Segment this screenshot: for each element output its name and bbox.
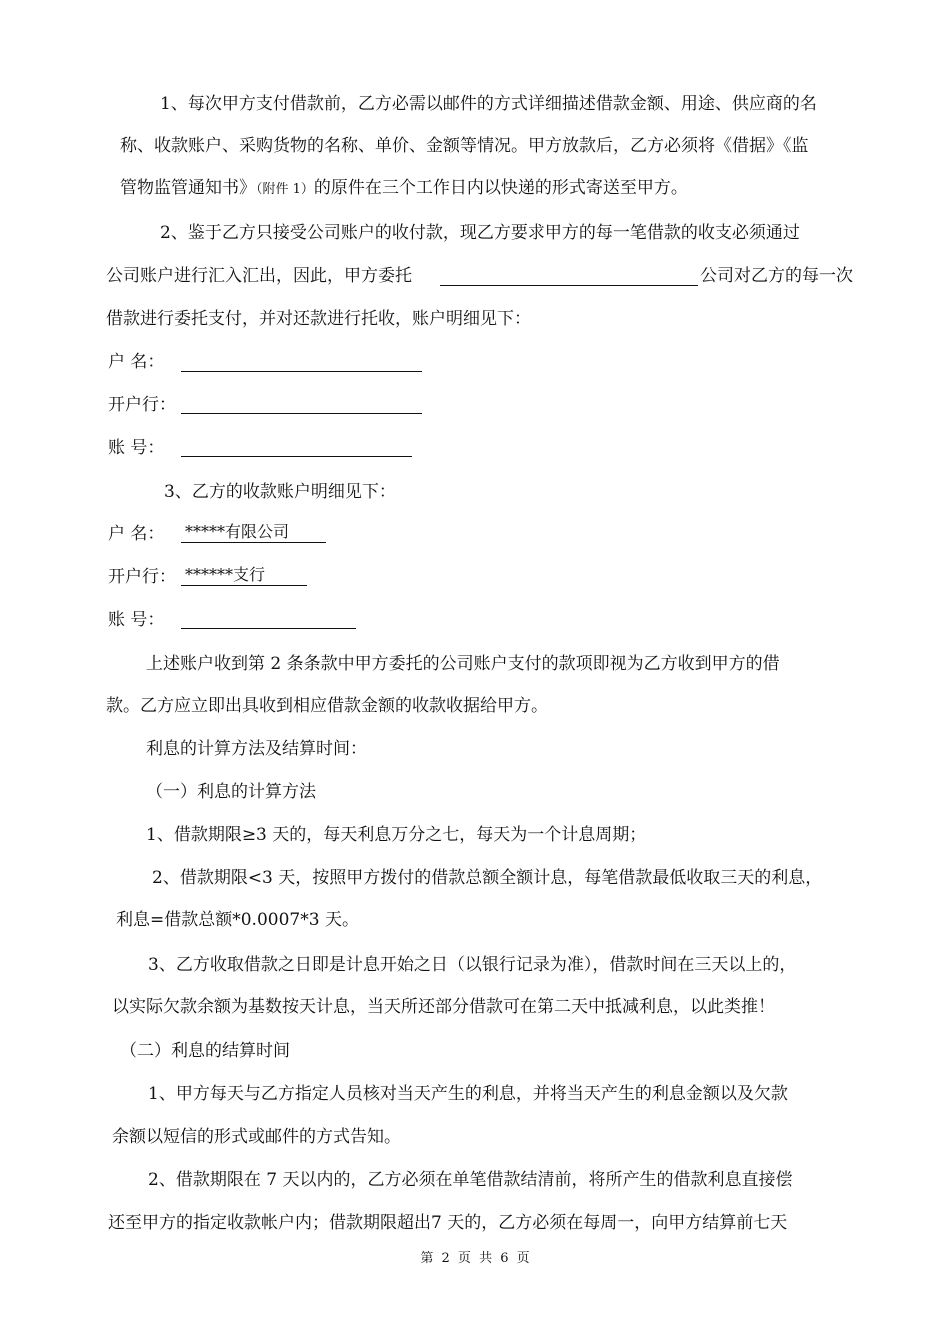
- interest-method-2-line2: 利息=借款总额*0.0007*3 天。: [116, 910, 359, 930]
- account2-bank-value: ******支行: [181, 565, 307, 586]
- account2-bank-label: 开户行：: [108, 567, 176, 587]
- interest-settle-2-line1: 2、借款期限在 7 天以内的，乙方必须在单笔借款结清前，将所产生的借款利息直接偿: [148, 1170, 793, 1190]
- entrusted-company-blank: [440, 285, 698, 286]
- clause1-line1: 1、每次甲方支付借款前，乙方必需以邮件的方式详细描述借款金额、用途、供应商的名: [160, 94, 817, 114]
- clause2-line2-end: 公司对乙方的每一次: [700, 266, 853, 286]
- clause2-line1: 2、鉴于乙方只接受公司账户的收付款，现乙方要求甲方的每一笔借款的收支必须通过: [160, 223, 800, 243]
- footer-total-number: 6: [500, 1251, 509, 1266]
- account2-name-label: 户 名：: [108, 524, 165, 544]
- footer-page-word: 第: [420, 1251, 434, 1266]
- interest-method-2-line1: 2、借款期限<3 天，按照甲方拨付的借款总额全额计息，每笔借款最低收取三天的利息，: [152, 868, 823, 888]
- clause1-line2: 称、收款账户、采购货物的名称、单价、金额等情况。甲方放款后，乙方必须将《借据》《监: [120, 136, 809, 156]
- account1-name-label: 户 名：: [108, 352, 165, 372]
- footer-total-unit: 页: [516, 1251, 530, 1266]
- account1-bank-label: 开户行：: [108, 395, 176, 415]
- account2-number-label: 账 号：: [108, 610, 165, 630]
- account1-number-label: 账 号：: [108, 438, 165, 458]
- clause1-line3: [120, 177, 688, 201]
- interest-method-heading: （一）利息的计算方法: [146, 782, 316, 802]
- interest-method-3-line1: 3、乙方收取借款之日即是计息开始之日（以银行记录为准），借款时间在三天以上的，: [148, 955, 797, 975]
- clause3-heading: 3、乙方的收款账户明细见下：: [164, 482, 396, 502]
- accounts-para-line2: 款。乙方应立即出具收到相应借款金额的收款收据给甲方。: [106, 696, 548, 716]
- account1-name-blank: [181, 371, 422, 372]
- interest-method-1: 1、借款期限≥3 天的，每天利息万分之七，每天为一个计息周期；: [146, 825, 647, 845]
- account2-number-blank: [181, 628, 356, 629]
- footer-page-unit: 页: [457, 1251, 471, 1266]
- attachment-note: （附件 1）: [256, 182, 314, 197]
- account2-name-value: *****有限公司: [181, 522, 326, 543]
- interest-method-3-line2: 以实际欠款余额为基数按天计息，当天所还部分借款可在第二天中抵减利息，以此类推！: [112, 997, 775, 1017]
- interest-settle-1-line2: 余额以短信的形式或邮件的方式告知。: [112, 1127, 401, 1147]
- footer-total-word: 共: [479, 1251, 493, 1266]
- clause2-line3: 借款进行委托支付，并对还款进行托收，账户明细见下：: [106, 309, 531, 329]
- account1-number-blank: [181, 456, 412, 457]
- clause1-line3-start: 管物监管通知书》: [120, 178, 256, 198]
- interest-settle-1-line1: 1、甲方每天与乙方指定人员核对当天产生的利息，并将当天产生的利息金额以及欠款: [148, 1084, 788, 1104]
- clause2-line2-start: 公司账户进行汇入汇出，因此，甲方委托: [106, 266, 412, 286]
- clause1-line3-end: 的原件在三个工作日内以快递的形式寄送至甲方。: [313, 178, 688, 198]
- interest-settle-2-line2: 还至甲方的指定收款帐户内；借款期限超出7 天的，乙方必须在每周一，向甲方结算前七天: [108, 1213, 788, 1233]
- accounts-para-line1: 上述账户收到第 2 条条款中甲方委托的公司账户支付的款项即视为乙方收到甲方的借: [146, 654, 780, 674]
- account1-bank-blank: [181, 413, 422, 414]
- interest-heading: 利息的计算方法及结算时间：: [146, 739, 367, 759]
- footer-page-number: 2: [441, 1251, 450, 1266]
- interest-settle-heading: （二）利息的结算时间: [120, 1041, 290, 1061]
- page-footer: [0, 1250, 950, 1268]
